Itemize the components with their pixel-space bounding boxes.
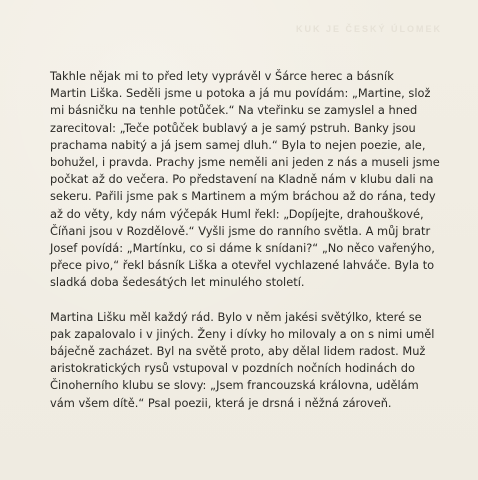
text-line: bohužel, i pravda. Prachy jsme neměli ani jeden z nás a museli jsme [50, 155, 440, 170]
running-head: KUK JE ČESKÝ ÚLOMEK [295, 24, 442, 34]
paragraph-gap [50, 292, 450, 309]
paragraph-2 [50, 309, 450, 412]
text-line: Martina Lišku měl každý rád. Bylo v něm jakési světýlko, které se [50, 309, 422, 324]
text-line: až do věty, kdy nám výčepák Huml řekl: „Dopíjejte, drahouškové, [50, 206, 424, 221]
body-text [50, 68, 450, 412]
text-line: pak zapalovalo i v jiných. Ženy i dívky ho milovaly a on s nimi uměl [50, 326, 435, 341]
text-line: zarecitoval: „Teče potůček bublavý a je samý pstruh. Banky jsou [50, 120, 416, 135]
text-line: Martin Liška. Seděli jsme u potoka a já mu povídám: „Martine, slož [50, 86, 431, 101]
text-line: vám všem dítě.“ Psal poezii, která je drsná i něžná zároveň. [50, 395, 392, 410]
text-line: Činoherního klubu se slovy: „Jsem francouzská královna, udělám [50, 378, 419, 393]
text-line: prachama nabitý a já jsem samej dluh.“ Byla to nejen poezie, ale, [50, 137, 426, 152]
text-line: báječně zacházet. Byl na světě proto, aby dělal lidem radost. Muž [50, 344, 426, 359]
text-line: Číňani jsou v Rozdělově.“ Vyšli jsme do ranního světla. A můj bratr [50, 223, 431, 238]
text-line: Josef povídá: „Martínku, co si dáme k snídani?“ „No něco vařenýho, [50, 241, 435, 256]
text-line: počkat až do večera. Po představení na Kladně nám v klubu dali na [50, 172, 434, 187]
text-line: sladká doba šedesátých let minulého století. [50, 275, 305, 290]
text-line: mi básničku na tenhle potůček.“ Na vteřinku se zamyslel a hned [50, 103, 418, 118]
text-line: sekeru. Pařili jsme pak s Martinem a mým bráchou až do rána, tedy [50, 189, 436, 204]
paragraph-1 [50, 68, 450, 292]
text-line: přece pivo,“ řekl básník Liška a otevřel vychlazené lahváče. Byla to [50, 258, 435, 273]
text-line: aristokratických rysů vstupoval v pozdních nočních hodinách do [50, 361, 415, 376]
text-line: Takhle nějak mi to před lety vyprávěl v Šárce herec a básník [50, 69, 394, 83]
